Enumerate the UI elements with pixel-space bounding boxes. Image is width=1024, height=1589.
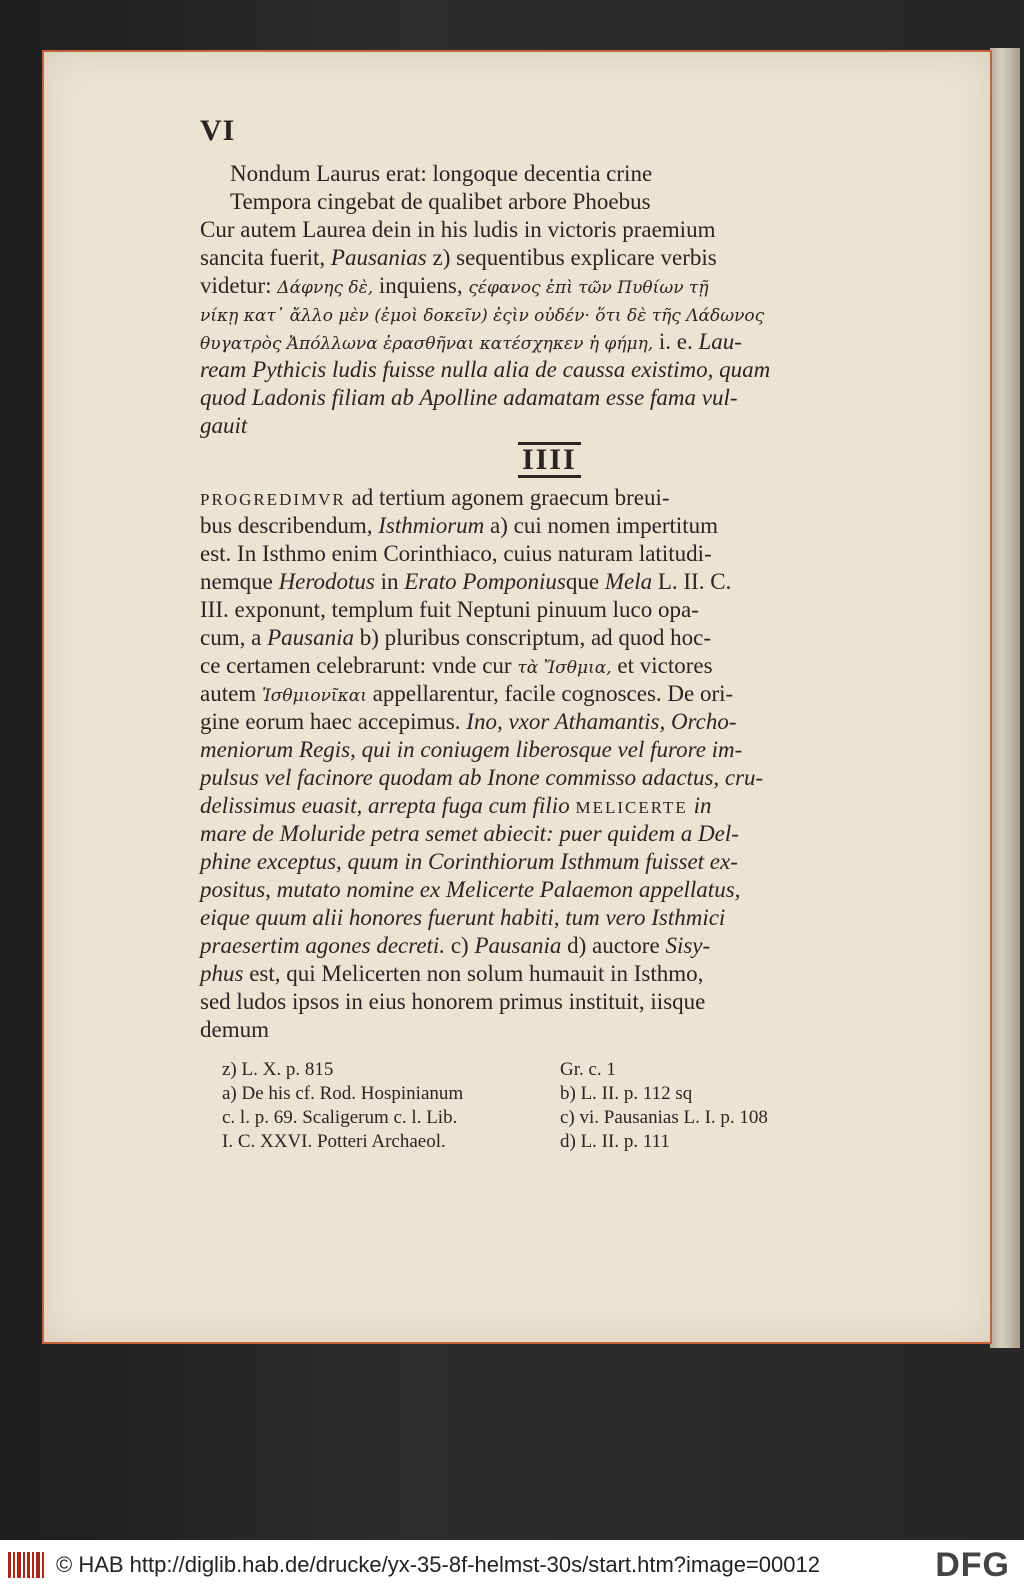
text-segment: delissimus euasit, arrepta fuga cum filio [200,793,576,818]
text-segment: gine eorum haec accepimus. [200,709,467,734]
text-segment: a) cui nomen impertitum [484,513,719,538]
footnote: I. C. XXVI. Potteri Archaeol. [222,1131,446,1152]
text-segment: c) [445,933,475,958]
dfg-logo: DFG [935,1546,1010,1584]
text-line [200,792,880,822]
text-segment: MELICERTE [575,798,688,817]
text-line [200,624,880,652]
text-line [200,932,880,960]
text-segment: νίκῃ κατ᾽ ἄλλο μὲν (ἐμοὶ δοκεῖν) ἐςὶν οὐδέν· ὅτι δὲ τῆς Λάδωνος [200,306,765,326]
text-line [200,328,880,358]
text-line [200,272,880,302]
text-segment: et victores [611,653,713,678]
text-segment: Herodotus [278,569,375,594]
text-line [200,512,880,540]
footnote: c. l. p. 69. Scaligerum c. l. Lib. [222,1107,458,1128]
text-line [200,244,880,272]
text-line [200,988,880,1016]
text-segment: bus describendum, [200,513,379,538]
text-line [200,216,880,246]
text-segment: Pausanias [330,245,427,270]
footnote: d) L. II. p. 111 [560,1131,670,1152]
text-segment: III. exponunt, templum fuit Neptuni pinuum luco opa- [200,597,699,622]
text-segment: inquiens, [373,273,469,298]
text-line [200,412,880,440]
text-segment: Ἰσθμιονῖκαι [261,686,367,706]
text-segment: ream Pythicis ludis fuisse nulla alia de caussa existimo, quam [200,357,771,382]
text-segment: z) sequentibus explicare verbis [426,245,717,270]
text-line [200,708,880,736]
text-segment: est, qui Melicerten non solum humauit in Isthmo, [243,961,704,986]
text-segment: Erato Pomponius [404,569,566,594]
text-line [200,764,880,792]
text-segment: eique quum alii honores fuerunt habiti, tum vero Isthmici [200,905,726,930]
footnote: Gr. c. 1 [560,1059,616,1080]
footnote: c) vi. Pausanias L. I. p. 108 [560,1107,768,1128]
text-segment: mare de Moluride petra semet abiecit: puer quidem a Del- [200,821,739,846]
section-title: IIII [518,442,581,478]
text-segment: in [687,793,712,818]
text-segment: Sisy- [665,933,711,958]
text-segment: Isthmiorum [378,513,485,538]
text-segment: pulsus vel facinore quodam ab Inone commisso adactus, cru- [200,765,764,790]
text-segment: Ino, vxor Athamantis, Orcho- [466,709,737,734]
text-segment: Δάφνης δὲ, [277,278,374,298]
text-segment: sancita fuerit, [200,245,331,270]
footnote: b) L. II. p. 112 sq [560,1083,693,1104]
text-segment: que [565,569,605,594]
text-line [200,652,880,682]
text-segment: videtur: [200,273,278,298]
text-segment: τὰ Ἴσθμια, [517,658,612,678]
text-segment: ce certamen celebrarunt: vnde cur [200,653,518,678]
footer-url[interactable]: © HAB http://diglib.hab.de/drucke/yx-35-8f-helmst-30s/start.htm?image=00012 [56,1551,820,1577]
text-segment: Cur autem Laurea dein in his ludis in victoris praemium [200,217,716,242]
text-segment: demum [200,1017,269,1042]
text-segment: d) auctore [561,933,666,958]
text-segment: meniorum Regis, qui in coniugem liberosque vel furore im- [200,737,743,762]
footnote: z) L. X. p. 815 [222,1059,334,1080]
text-segment: sed ludos ipsos in eius honorem primus instituit, iisque [200,989,706,1014]
text-segment: L. II. C. [652,569,732,594]
text-line [200,484,880,514]
hab-barcode-icon [8,1552,48,1578]
footnote: a) De his cf. Rod. Hospinianum [222,1083,464,1104]
text-line [200,876,880,904]
text-segment: appellarentur, facile cognosces. De ori- [366,681,734,706]
text-segment: cum, a [200,625,268,650]
text-segment: Pausania [267,625,354,650]
text-line [200,960,880,988]
text-segment: i. e. [653,329,699,354]
verse-line: Tempora cingebat de qualibet arbore Phoebus [230,189,651,214]
adjacent-page-edge [990,48,1020,1348]
text-line [200,540,880,568]
text-segment: ad tertium agonem graecum breui- [345,485,670,510]
text-line [200,904,880,932]
text-line [200,568,880,596]
text-segment: Lau- [698,329,742,354]
text-segment: praesertim agones decreti. [200,933,446,958]
text-segment: Mela [604,569,653,594]
text-line [200,1016,880,1044]
text-segment: nemque [200,569,279,594]
verse-line: Nondum Laurus erat: longoque decentia crine [230,161,653,186]
text-segment: Pausania [474,933,562,958]
text-segment: quod Ladonis filiam ab Apolline adamatam esse fama vul- [200,385,738,410]
text-segment: positus, mutato nomine ex Melicerte Palaemon appellatus, [200,877,741,902]
text-segment: PROGREDIMVR [200,490,346,509]
text-segment: ςέφανος ἐπὶ τῶν Πυθίων τῇ [468,278,709,298]
text-segment: gauit [200,413,248,438]
text-line [200,300,880,330]
page-number: VI [200,114,236,147]
text-segment: θυγατρὸς Ἀπόλλωνα ἐρασθῆναι κατέσχηκεν ἡ φήμη, [200,334,654,354]
text-line [200,736,880,764]
text-segment: b) pluribus conscriptum, ad quod hoc- [353,625,712,650]
text-line [200,596,880,624]
text-line [200,680,880,710]
text-line [200,820,880,848]
text-segment: est. In Isthmo enim Corinthiaco, cuius naturam latitudi- [200,541,712,566]
text-line [200,356,880,384]
text-line [200,848,880,876]
text-segment: phus [200,961,244,986]
footer-bar [0,1540,1024,1589]
text-segment: in [374,569,405,594]
text-segment: phine exceptus, quum in Corinthiorum Isthmum fuisset ex- [200,849,738,874]
text-line [200,384,880,412]
text-segment: autem [200,681,262,706]
